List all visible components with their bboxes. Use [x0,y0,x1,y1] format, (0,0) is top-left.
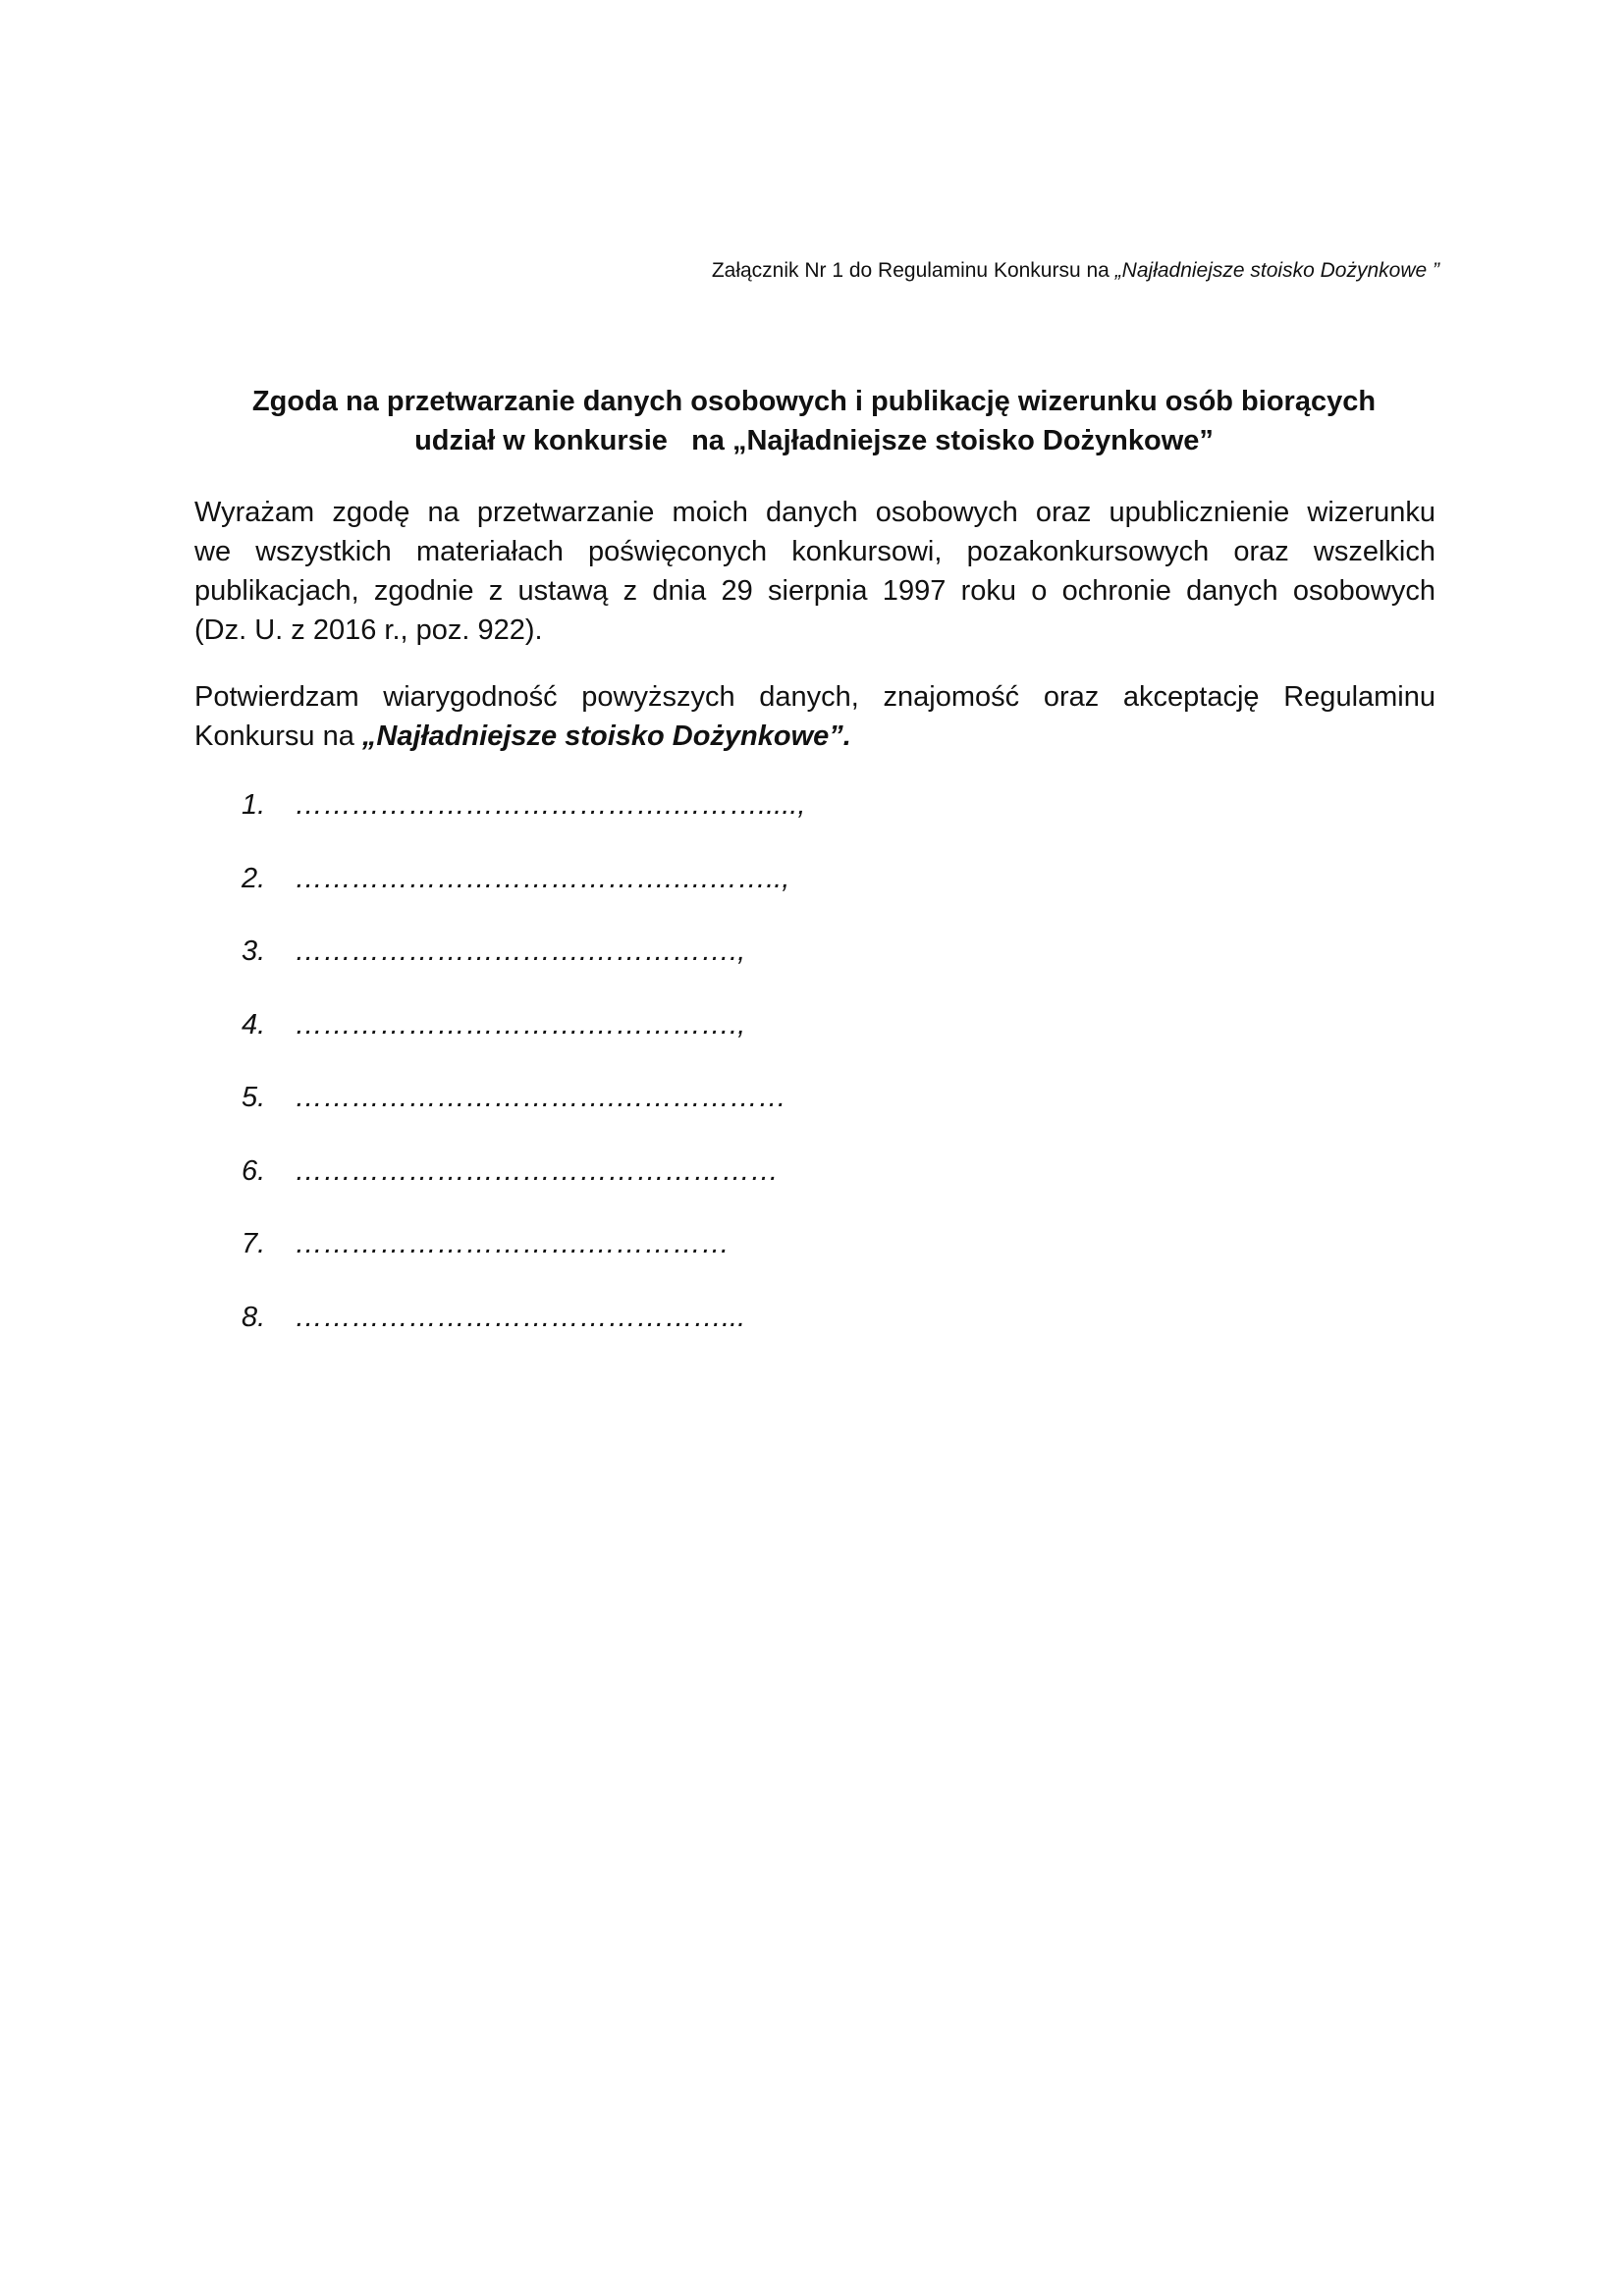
signature-dots: ………………………….……………., [295,935,746,967]
signature-number: 7. [242,1228,266,1259]
confirmation-line-1: Potwierdzam wiarygodność powyższych danych, znajomość oraz akceptację Regulaminu [194,681,1435,713]
consent-line: Wyrażam zgodę na przetwarzanie moich danych osobowych oraz upublicznienie wizerunku [194,497,1435,528]
annex-prefix: Załącznik Nr 1 do Regulaminu Konkursu na [711,259,1115,282]
signature-number: 6. [242,1154,266,1187]
signature-list [242,785,805,1370]
annex-header [712,257,1439,285]
signature-dots: …………………………………………… [295,1154,779,1187]
title-line-2: udział w konkursie na „Najładniejsze stoisko Dożynkowe” [414,425,1214,456]
signature-line [242,1005,805,1079]
annex-contest-title: „Najładniejsze stoisko Dożynkowe ” [1114,259,1439,282]
signature-line [242,1298,805,1371]
signature-line [242,1078,805,1151]
signature-dots: …………………………….……………… [295,1082,787,1113]
signature-line [242,1224,805,1298]
signature-line [242,859,805,933]
confirmation-paragraph [194,677,1435,756]
signature-number: 4. [242,1008,266,1041]
signature-number: 8. [242,1301,266,1333]
signature-line [242,785,805,859]
signature-dots: ………………………….…………… [295,1228,731,1259]
signature-dots: ………………………………….………....., [295,789,806,821]
signature-dots: ………………………………….….…….., [295,862,790,894]
consent-paragraph [194,493,1435,650]
signature-dots: ………………………………………... [295,1301,746,1333]
title-line-1: Zgoda na przetwarzanie danych osobowych i publikację wizerunku osób biorących [251,386,1377,417]
document-title [192,382,1435,460]
signature-number: 2. [242,862,266,894]
signature-line [242,1151,805,1225]
signature-line [242,932,805,1005]
confirmation-line-2 [194,717,1435,756]
signature-number: 3. [242,935,266,967]
consent-line: we wszystkich materiałach poświęconych konkursowi, pozakonkursowych oraz wszelkich [194,536,1435,567]
consent-line: (Dz. U. z 2016 r., poz. 922). [194,614,543,646]
consent-line: publikacjach, zgodnie z ustawą z dnia 29 sierpnia 1997 roku o ochronie danych osobowych [194,575,1435,607]
confirmation-contest-title: „Najładniejsze stoisko Dożynkowe”. [361,721,851,752]
signature-number: 5. [242,1082,266,1113]
signature-number: 1. [242,789,266,821]
confirmation-prefix: Konkursu na [194,721,362,752]
signature-dots: ………………………….……………., [295,1008,746,1041]
